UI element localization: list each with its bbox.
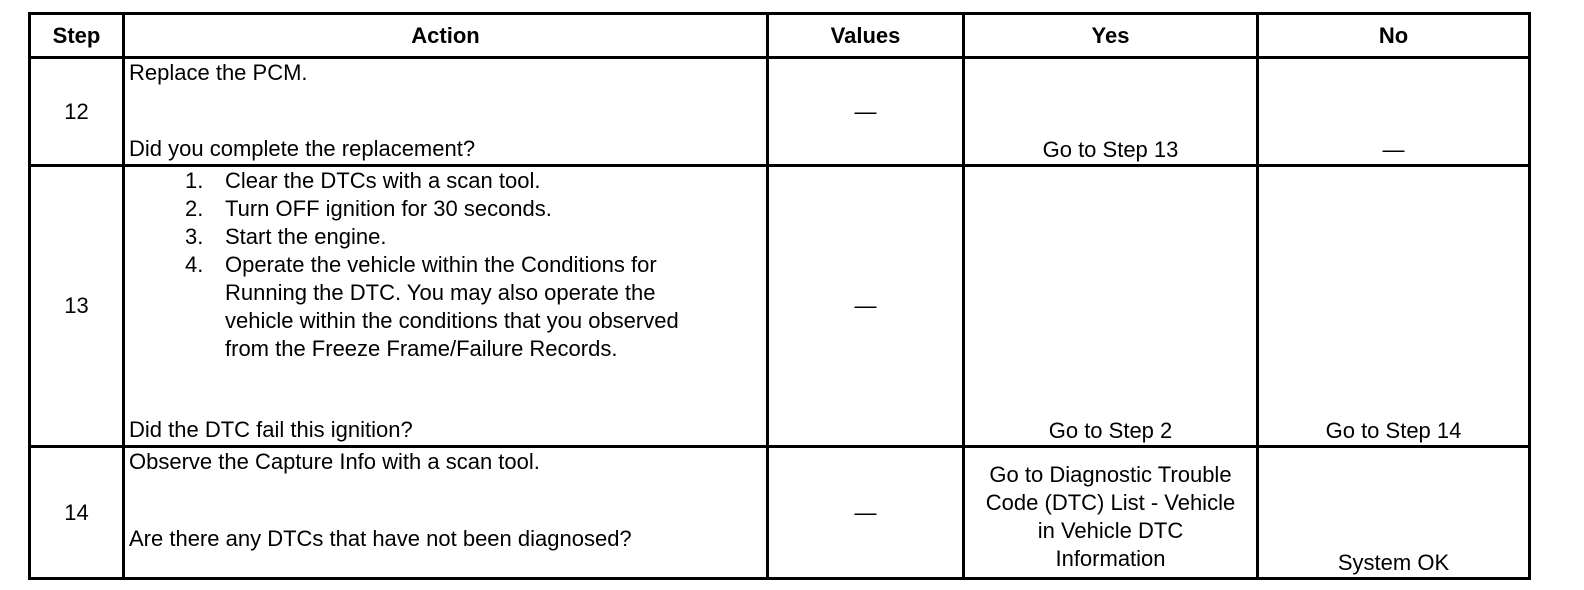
values-cell: —: [768, 166, 964, 447]
yes-cell: [964, 447, 1258, 579]
yes-cell: Go to Step 2: [964, 166, 1258, 447]
no-cell: Go to Step 14: [1258, 166, 1530, 447]
substep-number: 3.: [185, 224, 204, 249]
action-question: Are there any DTCs that have not been diagnosed?: [129, 526, 632, 551]
yes-cell: Go to Step 13: [964, 58, 1258, 166]
substep-text: vehicle within the conditions that you observed: [225, 308, 679, 333]
no-cell: System OK: [1258, 447, 1530, 579]
substep-item: [125, 251, 766, 363]
substep-text: Start the engine.: [225, 224, 387, 249]
header-no: No: [1258, 14, 1530, 58]
step-number: 14: [30, 447, 124, 579]
header-yes: Yes: [964, 14, 1258, 58]
substep-text: Running the DTC. You may also operate the: [225, 280, 656, 305]
header-row: [30, 14, 1530, 58]
yes-line: Code (DTC) List - Vehicle: [985, 490, 1236, 515]
values-cell: —: [768, 447, 964, 579]
action-cell: [124, 166, 768, 447]
yes-link-text: [965, 461, 1256, 577]
substep-text: from the Freeze Frame/Failure Records.: [225, 336, 618, 361]
substep-text: Turn OFF ignition for 30 seconds.: [225, 196, 552, 221]
yes-line: in Vehicle DTC: [1037, 518, 1184, 543]
substep-text: Operate the vehicle within the Conditions for: [225, 252, 657, 277]
action-question: Did the DTC fail this ignition?: [129, 417, 413, 442]
table-row-step-13: [30, 166, 1530, 447]
substep-number: 2.: [185, 196, 204, 221]
table-row-step-12: [30, 58, 1530, 166]
yes-line: Go to Diagnostic Trouble: [989, 462, 1232, 487]
substep-item: [125, 195, 766, 223]
table-row-step-14: [30, 447, 1530, 579]
substep-item: [125, 167, 766, 195]
substep-item: [125, 223, 766, 251]
action-instruction: Observe the Capture Info with a scan tool.: [129, 449, 540, 474]
substep-number: 1.: [185, 168, 204, 193]
values-cell: —: [768, 58, 964, 166]
action-question: Did you complete the replacement?: [129, 136, 476, 161]
header-values: Values: [768, 14, 964, 58]
action-cell: [124, 447, 768, 579]
header-action: Action: [124, 14, 768, 58]
yes-line: Information: [1055, 546, 1166, 571]
action-cell: [124, 58, 768, 166]
diagnostic-table: [28, 12, 1531, 580]
substep-number: 4.: [185, 252, 204, 277]
action-instruction: Replace the PCM.: [129, 60, 308, 85]
header-step: Step: [30, 14, 124, 58]
no-cell: —: [1258, 58, 1530, 166]
step-number: 12: [30, 58, 124, 166]
step-number: 13: [30, 166, 124, 447]
substep-list: [125, 167, 766, 363]
substep-text: Clear the DTCs with a scan tool.: [225, 168, 541, 193]
